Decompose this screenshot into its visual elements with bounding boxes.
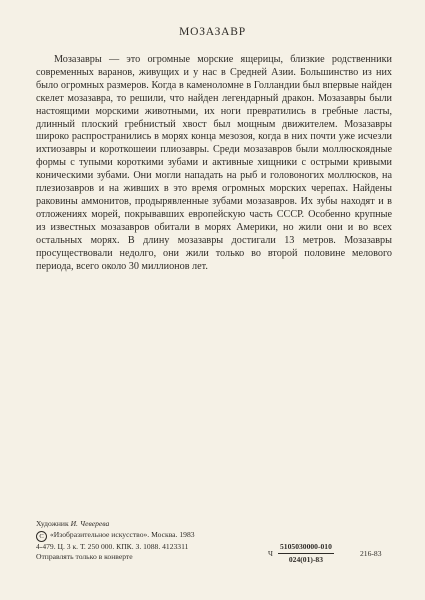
code-denominator: 024(01)-83 xyxy=(288,555,324,564)
code-fraction xyxy=(278,542,334,565)
body-text: Мозазавры — это огромные морские ящерицы, близкие родственники современных варанов, живущих и у нас в Средней Азии. Большинство из них было огромных размеров. Когда в каменоломне в Голландии был впервые найден скелет мозазавра, то решили, что найден легендарный дракон. Мозазавры были настоящими морскими животными, их ноги превратились в гребные ласты, длинный плоский гребнистый хвост был мощным движителем. Мозазавры широко распространились в морях конца мезозоя, когда в них почти уже исчезли ихтиозавры и короткошеии плиозавры. Среди мозазавров были моллюскоядные формы с тупыми короткими зубами и активные хищники с острыми кривыми коническими зубами. Они могли нападать на рыб и головоногих моллюсков, на плезиозавров и на живших в это время огромных морских черепах. Найдены раковины аммонитов, продырявленные зубами мозазавров. Их зубы находят и в отложениях морей, покрывавших европейскую часть СССР. Особенно крупные из известных мозазавров обитали в морях Америки, но жили они и во всех остальных морях. В длину мозазавры достигали 13 метров. Мозазавры просуществовали недолго, они жили только во второй половине мелового периода, всего около 30 миллионов лет. xyxy=(36,54,392,272)
copyright-icon: C xyxy=(36,531,47,542)
page-title: МОЗАЗАВР xyxy=(179,26,246,38)
imprint-block xyxy=(36,519,276,563)
artist-label: Художник xyxy=(36,519,69,528)
code-numerator: 5105030000-010 xyxy=(278,542,334,554)
send-note: Отправлять только в конверте xyxy=(36,552,133,561)
publisher-text: «Изобразительное искусство». Москва. 1983 xyxy=(50,529,195,539)
catalog-code xyxy=(268,542,398,566)
print-info: 4-479. Ц. 3 к. Т. 250 000. КПК. З. 1088. 4123311 xyxy=(36,541,189,551)
artist-name: И. Чеверева xyxy=(70,519,110,528)
artist-line xyxy=(36,519,276,530)
code-right: 216-83 xyxy=(360,549,382,558)
publisher-line xyxy=(36,530,276,542)
index-letter: Ч xyxy=(268,549,273,558)
